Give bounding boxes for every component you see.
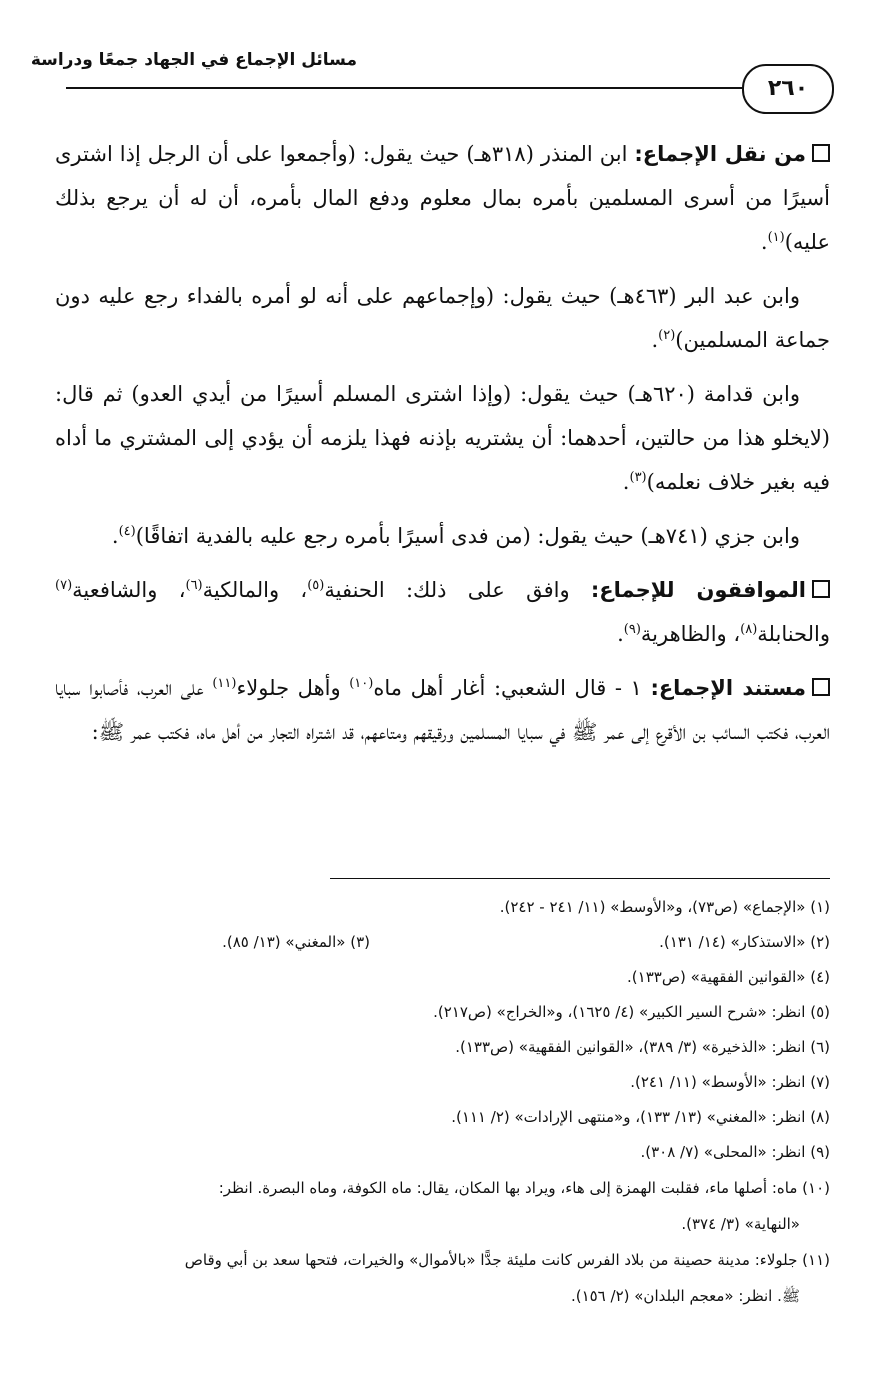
paragraph-text: وأهل جلولاء (236, 676, 350, 700)
main-text (55, 132, 830, 764)
paragraph-end: . (760, 230, 768, 254)
footnote-2: (٢) «الاستذكار» (١٤/ ١٣١). (659, 933, 830, 951)
footnote-ref: (٩) (623, 622, 641, 637)
footnote-10-continued: «النهاية» (٣/ ٣٧٤). (681, 1215, 800, 1233)
footnote-ref: (٦) (185, 578, 203, 593)
paragraph-text: وافق على ذلك: الحنفية (324, 578, 591, 602)
paragraph-ibn-qudama (55, 372, 830, 504)
section-heading: الموافقون للإجماع: (590, 578, 806, 602)
paragraph-ibn-abd-albarr (55, 274, 830, 362)
footnote-ref: (١٠) (349, 676, 374, 691)
paragraph-ibn-juzayy (55, 514, 830, 558)
paragraph-text: ١ - قال الشعبي: أغار أهل ماه (373, 676, 651, 700)
paragraph-text: ، والمالكية (202, 578, 308, 602)
section-heading: من نقل الإجماع: (634, 142, 806, 166)
footnotes (55, 890, 830, 1314)
square-bullet-icon (812, 580, 830, 598)
paragraph-text: والحنابلة (757, 622, 830, 646)
footnote-ref: (١١) (212, 676, 237, 691)
paragraph-transmitters (55, 132, 830, 264)
paragraph-evidence (55, 666, 830, 754)
page-number-badge: ٢٦٠ (742, 64, 834, 114)
footnote-ref: (١) (767, 230, 785, 245)
footnote-ref: (٤) (118, 524, 136, 539)
paragraph-agreeing-schools (55, 568, 830, 656)
paragraph-text: ، والظاهرية (640, 622, 741, 646)
paragraph-text: ، والشافعية (72, 578, 186, 602)
square-bullet-icon (812, 678, 830, 696)
footnote-ref: (٧) (55, 578, 73, 593)
footnote-1: (١) «الإجماع» (ص٧٣)، و«الأوسط» (١١/ ٢٤١ - ٢٤٢). (499, 898, 830, 916)
square-bullet-icon (812, 144, 830, 162)
header-rule (66, 87, 760, 89)
paragraph-end: . (111, 524, 119, 548)
paragraph-text: على العرب، فأصابوا سبايا العرب، فكتب السائب بن الأقرع إلى عمر ﷺ في سبايا المسلمين ورقيقهم ومتاعهم، قد اشتراه التجار من أهل ماه، فكتب عمر ﷺ: (55, 676, 830, 744)
footnote-pair (55, 925, 830, 960)
paragraph-end: . (622, 470, 630, 494)
footnote-9: (٩) انظر: «المحلى» (٧/ ٣٠٨). (640, 1143, 830, 1161)
paragraph-text: وابن جزي (٧٤١هـ) حيث يقول: (من فدى أسيرًا بأمره رجع عليه بالفدية اتفاقًا) (135, 524, 800, 548)
footnote-10: (١٠) ماه: أصلها ماء، فقلبت الهمزة إلى هاء، ويراد بها المكان، يقال: ماه الكوفة، وماه البصرة. انظر: (218, 1179, 830, 1197)
footnote-11-continued: ﷺ. انظر: «معجم البلدان» (٢/ ١٥٦). (570, 1287, 800, 1305)
footnote-ref: (٣) (629, 470, 647, 485)
footnote-ref: (٨) (740, 622, 758, 637)
footnote-3: (٣) «المغني» (١٣/ ٨٥). (222, 933, 370, 951)
paragraph-end: . (617, 622, 624, 646)
footnote-6: (٦) انظر: «الذخيرة» (٣/ ٣٨٩)، «القوانين الفقهية» (ص١٣٣). (455, 1038, 830, 1056)
running-header-title: مسائل الإجماع في الجهاد جمعًا ودراسة (30, 50, 357, 70)
footnote-ref: (٥) (307, 578, 325, 593)
paragraph-end: . (651, 328, 659, 352)
footnote-5: (٥) انظر: «شرح السير الكبير» (٤/ ١٦٢٥)، و«الخراج» (ص٢١٧). (433, 1003, 830, 1021)
footnote-7: (٧) انظر: «الأوسط» (١١/ ٢٤١). (630, 1073, 830, 1091)
footnote-ref: (٢) (658, 328, 676, 343)
footnote-4: (٤) «القوانين الفقهية» (ص١٣٣). (627, 968, 830, 986)
footnote-11: (١١) جلولاء: مدينة حصينة من بلاد الفرس كانت مليئة جدًّا «بالأموال» والخيرات، فتحها سعد بن أبي وقاص (184, 1251, 830, 1269)
footnote-8: (٨) انظر: «المغني» (١٣/ ١٣٣)، و«منتهى الإرادات» (٢/ ١١١). (451, 1108, 830, 1126)
paragraph-text: وابن قدامة (٦٢٠هـ) حيث يقول: (وإذا اشترى المسلم أسيرًا من أيدي العدو) ثم قال: (لايخلو هذا من حالتين، أحدهما: أن يشتريه بإذنه فهذا يلزمه أن يؤدي إلى المشتري ما أداه فيه بغير خلاف نعلمه) (55, 382, 830, 494)
footnote-separator (330, 878, 830, 879)
paragraph-text: وابن عبد البر (٤٦٣هـ) حيث يقول: (وإجماعهم على أنه لو أمره بالفداء رجع عليه دون جماعة المسلمين) (55, 284, 830, 352)
paragraph-text: ابن المنذر (٣١٨هـ) حيث يقول: (وأجمعوا على أن الرجل إذا اشترى أسيرًا من أسرى المسلمين بأمره بمال معلوم ودفع المال بأمره، أن له أن يرجع بذلك عليه) (55, 142, 830, 254)
section-heading: مستند الإجماع: (650, 676, 806, 700)
